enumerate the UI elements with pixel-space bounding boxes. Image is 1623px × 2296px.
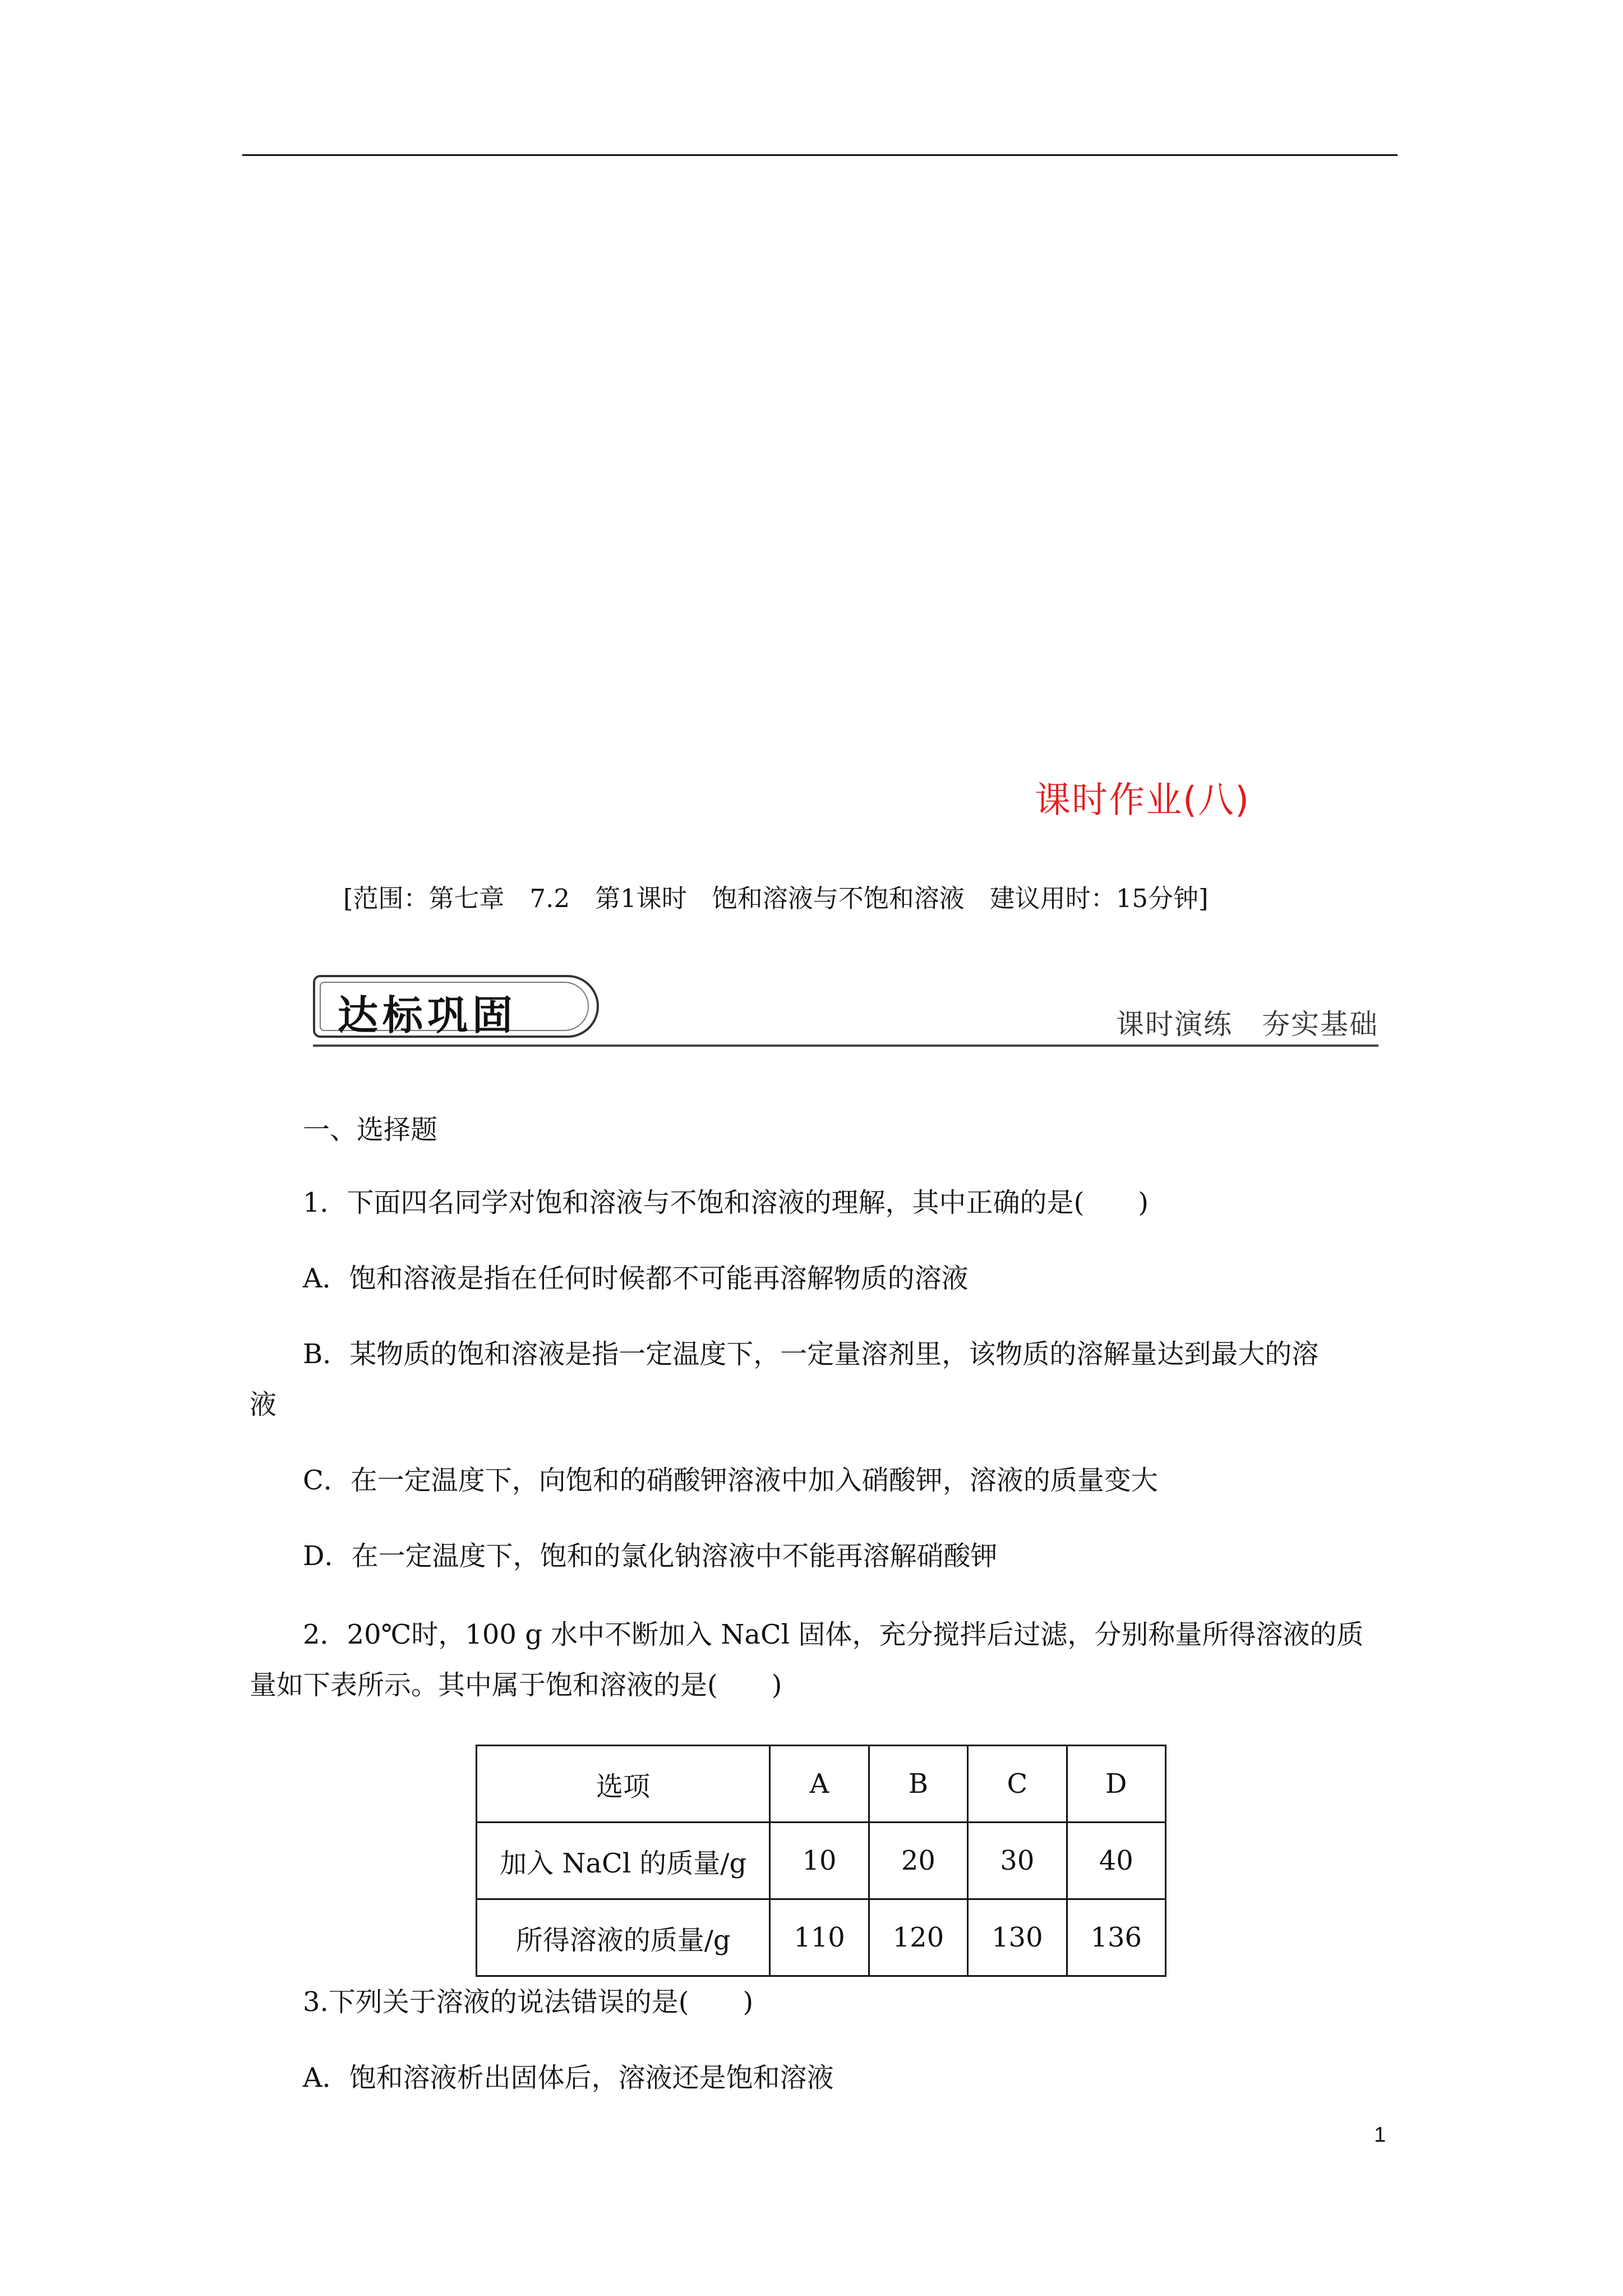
table-cell: 120 (869, 1899, 967, 1976)
q1-option-d: D．在一定温度下，饱和的氯化钠溶液中不能再溶解硝酸钾 (303, 1540, 998, 1572)
q3-stem: 3.下列关于溶液的说法错误的是( ) (303, 1986, 754, 2018)
table-cell: 20 (869, 1823, 967, 1899)
table-cell: A (770, 1746, 869, 1823)
banner-underline (593, 1045, 1378, 1047)
q2-stem-line1: 2．20℃时，100 g 水中不断加入 NaCl 固体，充分搅拌后过滤，分别称量所得溶液的质 (303, 1619, 1364, 1650)
page-number: 1 (1374, 2123, 1386, 2147)
banner-underline-left (313, 1045, 599, 1047)
table-row (477, 1823, 1166, 1899)
table-cell: D (1067, 1746, 1165, 1823)
page-title: 课时作业(八) (1035, 780, 1250, 821)
table-cell: 136 (1067, 1899, 1165, 1976)
table-cell: 110 (770, 1899, 869, 1976)
q2-stem-line2: 量如下表所示。其中属于饱和溶液的是( ) (250, 1669, 782, 1701)
table-cell: C (968, 1746, 1067, 1823)
table-cell: 30 (968, 1823, 1067, 1899)
nacl-table (476, 1745, 1166, 1977)
header-rule (242, 154, 1398, 156)
table-cell: 选项 (477, 1746, 770, 1823)
banner-label: 达标巩固 (338, 992, 518, 1039)
table-row (477, 1899, 1166, 1976)
table-cell: 130 (968, 1899, 1067, 1976)
table-cell: 加入 NaCl 的质量/g (477, 1823, 770, 1899)
q1-option-a: A．饱和溶液是指在任何时候都不可能再溶解物质的溶液 (303, 1263, 969, 1294)
section-heading: 一、选择题 (303, 1114, 438, 1145)
q1-option-c: C．在一定温度下，向饱和的硝酸钾溶液中加入硝酸钾，溶液的质量变大 (303, 1465, 1158, 1496)
table-cell: 40 (1067, 1823, 1165, 1899)
banner-slogan: 课时演练 夯实基础 (1116, 1008, 1378, 1041)
q1-option-b-line2: 液 (250, 1389, 277, 1420)
scope-note: [范围：第七章 7.2 第1课时 饱和溶液与不饱和溶液 建议用时：15分钟] (343, 884, 1209, 913)
q1-stem: 1．下面四名同学对饱和溶液与不饱和溶液的理解，其中正确的是( ) (303, 1187, 1149, 1218)
table-cell: 所得溶液的质量/g (477, 1899, 770, 1976)
banner-tab (313, 975, 599, 1038)
q3-option-a: A．饱和溶液析出固体后，溶液还是饱和溶液 (303, 2062, 834, 2093)
table-cell: 10 (770, 1823, 869, 1899)
q1-option-b-line1: B．某物质的饱和溶液是指一定温度下，一定量溶剂里，该物质的溶解量达到最大的溶 (303, 1338, 1319, 1370)
table-row (477, 1746, 1166, 1823)
table-cell: B (869, 1746, 967, 1823)
section-banner (313, 975, 1378, 1048)
